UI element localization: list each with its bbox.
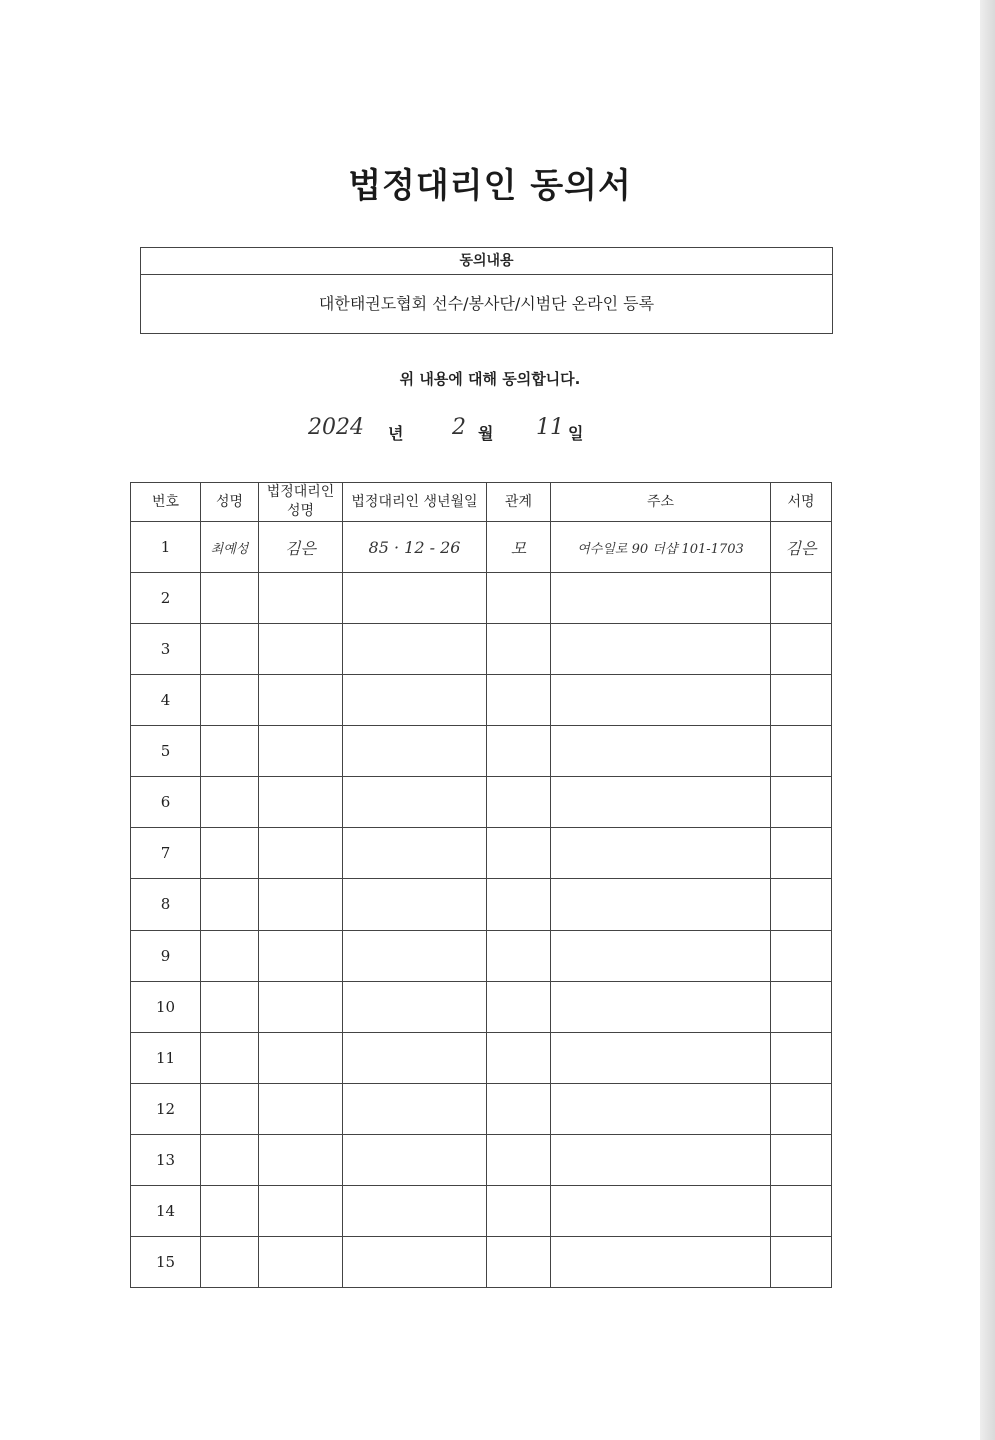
cell-name: [201, 828, 259, 879]
cell-signature: [771, 828, 832, 879]
cell-address: [551, 1185, 771, 1236]
cell-signature: [771, 675, 832, 726]
cell-relation: [487, 675, 551, 726]
paper-edge-shadow: [980, 0, 995, 1440]
cell-name: [201, 879, 259, 930]
cell-address: [551, 777, 771, 828]
cell-signature: [771, 930, 832, 981]
cell-guardian-birth: [343, 1032, 487, 1083]
consent-header: 동의내용: [141, 248, 832, 275]
cell-relation: [487, 981, 551, 1032]
header-address: 주소: [551, 483, 771, 522]
cell-address: [551, 930, 771, 981]
table-row: [131, 624, 832, 675]
cell-signature: [771, 981, 832, 1032]
cell-relation: [487, 777, 551, 828]
cell-signature: 김은: [771, 522, 832, 573]
cell-number: 14: [131, 1185, 201, 1236]
cell-number: 5: [131, 726, 201, 777]
header-relation: 관계: [487, 483, 551, 522]
cell-number: 1: [131, 522, 201, 573]
cell-relation: [487, 1185, 551, 1236]
cell-guardian-name: [259, 1134, 343, 1185]
table-row: [131, 1134, 832, 1185]
cell-name: [201, 726, 259, 777]
cell-guardian-birth: [343, 1185, 487, 1236]
table-row: [131, 879, 832, 930]
consent-body: 대한태권도협회 선수/봉사단/시범단 온라인 등록: [318, 294, 655, 313]
table-row: [131, 573, 832, 624]
agree-statement: 위 내용에 대해 동의합니다.: [399, 370, 581, 388]
cell-guardian-name: [259, 1236, 343, 1287]
table-row: [131, 1083, 832, 1134]
cell-relation: [487, 624, 551, 675]
cell-signature: [771, 573, 832, 624]
cell-signature: [771, 777, 832, 828]
cell-signature: [771, 1134, 832, 1185]
header-guardian-birth: 법정대리인 생년월일: [343, 483, 487, 522]
date-month-label: 월: [478, 424, 494, 443]
cell-address: [551, 624, 771, 675]
cell-guardian-name: [259, 1032, 343, 1083]
cell-guardian-birth: 85 · 12 - 26: [343, 522, 487, 573]
cell-guardian-name: [259, 1083, 343, 1134]
cell-relation: [487, 930, 551, 981]
cell-relation: [487, 573, 551, 624]
cell-name: [201, 1185, 259, 1236]
cell-number: 4: [131, 675, 201, 726]
cell-guardian-name: [259, 1185, 343, 1236]
document-title: 법정대리인 동의서: [348, 166, 632, 206]
cell-number: 6: [131, 777, 201, 828]
cell-number: 3: [131, 624, 201, 675]
cell-number: 8: [131, 879, 201, 930]
date-day: 11: [536, 415, 564, 440]
cell-address: 여수일로 90 더샵 101-1703: [551, 522, 771, 573]
cell-guardian-name: [259, 930, 343, 981]
cell-guardian-birth: [343, 675, 487, 726]
cell-guardian-name: [259, 726, 343, 777]
table-row: [131, 675, 832, 726]
header-number: 번호: [131, 483, 201, 522]
cell-address: [551, 1236, 771, 1287]
date-year: 2024: [308, 415, 364, 440]
cell-guardian-birth: [343, 879, 487, 930]
cell-number: 7: [131, 828, 201, 879]
cell-guardian-name: 김은: [259, 522, 343, 573]
cell-signature: [771, 1032, 832, 1083]
cell-relation: [487, 1032, 551, 1083]
table-row: [131, 1185, 832, 1236]
table-row: [131, 1032, 832, 1083]
cell-address: [551, 981, 771, 1032]
registration-table: [130, 482, 832, 1288]
table-row: [131, 777, 832, 828]
cell-name: 최예성: [201, 522, 259, 573]
table-row: [131, 522, 832, 573]
cell-guardian-name: [259, 624, 343, 675]
cell-guardian-birth: [343, 573, 487, 624]
cell-guardian-name: [259, 573, 343, 624]
cell-guardian-name: [259, 981, 343, 1032]
cell-address: [551, 573, 771, 624]
cell-address: [551, 879, 771, 930]
header-guardian-name: 법정대리인 성명: [259, 483, 343, 522]
cell-guardian-name: [259, 828, 343, 879]
header-name: 성명: [201, 483, 259, 522]
cell-signature: [771, 1185, 832, 1236]
cell-guardian-birth: [343, 1083, 487, 1134]
cell-relation: [487, 879, 551, 930]
cell-name: [201, 624, 259, 675]
cell-name: [201, 675, 259, 726]
table-row: [131, 726, 832, 777]
cell-address: [551, 726, 771, 777]
cell-address: [551, 1032, 771, 1083]
header-signature: 서명: [771, 483, 832, 522]
cell-relation: [487, 726, 551, 777]
cell-address: [551, 828, 771, 879]
cell-name: [201, 777, 259, 828]
cell-name: [201, 981, 259, 1032]
cell-guardian-name: [259, 879, 343, 930]
cell-relation: [487, 1083, 551, 1134]
cell-guardian-birth: [343, 777, 487, 828]
cell-guardian-name: [259, 777, 343, 828]
cell-number: 12: [131, 1083, 201, 1134]
cell-relation: [487, 1134, 551, 1185]
cell-address: [551, 1083, 771, 1134]
consent-content-box: [140, 247, 833, 334]
cell-signature: [771, 879, 832, 930]
table-header-row: [131, 483, 832, 522]
cell-guardian-birth: [343, 1236, 487, 1287]
cell-guardian-name: [259, 675, 343, 726]
date-day-label: 일: [568, 424, 584, 443]
cell-name: [201, 1032, 259, 1083]
cell-name: [201, 1134, 259, 1185]
cell-guardian-birth: [343, 1134, 487, 1185]
cell-relation: [487, 828, 551, 879]
cell-number: 13: [131, 1134, 201, 1185]
cell-number: 15: [131, 1236, 201, 1287]
cell-guardian-birth: [343, 981, 487, 1032]
cell-address: [551, 1134, 771, 1185]
table-row: [131, 828, 832, 879]
cell-name: [201, 1236, 259, 1287]
cell-guardian-birth: [343, 930, 487, 981]
cell-address: [551, 675, 771, 726]
date-month: 2: [452, 415, 466, 440]
cell-guardian-birth: [343, 726, 487, 777]
cell-signature: [771, 726, 832, 777]
table-row: [131, 930, 832, 981]
date-year-label: 년: [388, 424, 404, 443]
table-row: [131, 1236, 832, 1287]
cell-signature: [771, 1083, 832, 1134]
cell-signature: [771, 1236, 832, 1287]
cell-number: 9: [131, 930, 201, 981]
cell-guardian-birth: [343, 624, 487, 675]
cell-relation: [487, 1236, 551, 1287]
cell-guardian-birth: [343, 828, 487, 879]
cell-number: 2: [131, 573, 201, 624]
cell-number: 11: [131, 1032, 201, 1083]
cell-name: [201, 1083, 259, 1134]
cell-name: [201, 930, 259, 981]
table-row: [131, 981, 832, 1032]
cell-signature: [771, 624, 832, 675]
cell-number: 10: [131, 981, 201, 1032]
cell-relation: 모: [487, 522, 551, 573]
cell-name: [201, 573, 259, 624]
